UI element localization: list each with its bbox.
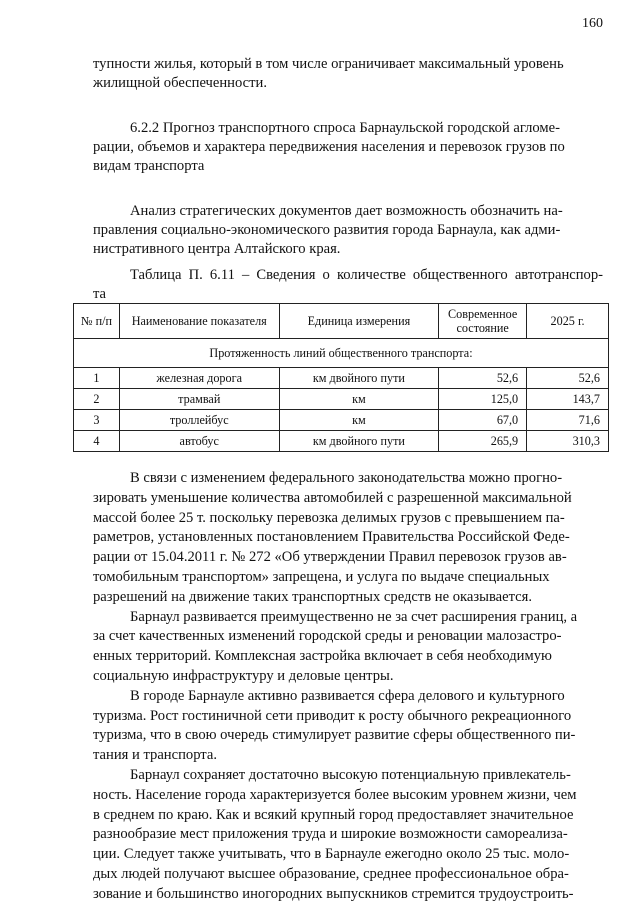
text-line: разрешений на движение таких транспортных средств не оказывается. (93, 588, 533, 605)
text-line: массой более 25 т. поскольку перевозка делимых грузов с превышением па- (93, 509, 565, 526)
text-line: Барнаул развивается преимущественно не за счет расширения границ, а (130, 608, 578, 625)
transport-table (73, 303, 609, 452)
intro-paragraph (93, 55, 603, 93)
cell-name: трамвай (119, 389, 279, 410)
text-line: в среднем по краю. Как и всякий крупный город предоставляет значительное (93, 806, 574, 823)
text-line: тупности жилья, который в том числе ограничивает максимальный уровень (93, 56, 564, 72)
text-line: нистративного центра Алтайского края. (93, 241, 341, 258)
text-line: за счет качественных изменений городской среды и реновации малозастро- (93, 628, 562, 645)
text-line: томобильным транспортом» запрещена, и услуга по выдаче специальных (93, 568, 550, 585)
body-text (93, 469, 603, 905)
cell-unit: км двойного пути (279, 431, 439, 452)
cell-current: 125,0 (439, 389, 527, 410)
text-line: туризма. Рост гостиничной сети приводит к росту обычного рекреационного (93, 707, 572, 724)
table-header-row (74, 304, 609, 339)
cell-number: 4 (74, 431, 120, 452)
cell-name: железная дорога (119, 368, 279, 389)
text-line: В связи с изменением федерального законодательства можно прогно- (130, 470, 563, 486)
heading-line: 6.2.2 Прогноз транспортного спроса Барнаульской городской агломе- (130, 120, 560, 136)
header-cell: Единица измерения (279, 304, 439, 339)
page-number: 160 (582, 16, 603, 31)
text-line: ность. Население города характеризуется более высоким уровнем жизни, чем (93, 786, 577, 803)
table-row (74, 410, 609, 431)
header-cell: Наименование показателя (119, 304, 279, 339)
header-cell: № п/п (74, 304, 120, 339)
heading-line: рации, объемов и характера передвижения населения и перевозок грузов по (93, 139, 565, 156)
text-line: рации от 15.04.2011 г. № 272 «Об утверждении Правил перевозок грузов ав- (93, 549, 567, 566)
text-line: В городе Барнауле активно развивается сфера делового и культурного (130, 687, 565, 704)
heading-line: видам транспорта (93, 158, 205, 175)
cell-number: 1 (74, 368, 120, 389)
section-heading (93, 119, 603, 177)
text-line: енных территорий. Комплексная застройка включает в себя необходимую (93, 648, 552, 665)
cell-2025: 310,3 (527, 431, 609, 452)
cell-2025: 143,7 (527, 389, 609, 410)
cell-number: 3 (74, 410, 120, 431)
cell-current: 67,0 (439, 410, 527, 431)
text-line: дых людей получают высшее образование, среднее профессиональное обра- (93, 865, 569, 882)
table-row (74, 431, 609, 452)
table-row (74, 368, 609, 389)
analysis-paragraph (93, 202, 603, 260)
text-line: тания и транспорта. (93, 747, 217, 764)
text-line: правления социально-экономического развития города Барнаула, как адми- (93, 222, 561, 239)
table-caption-line: та (93, 286, 107, 302)
text-line: зование и большинство иногородних выпускников стремится трудоустроить- (93, 885, 574, 902)
table-caption (93, 266, 603, 304)
header-cell: 2025 г. (527, 304, 609, 339)
cell-2025: 71,6 (527, 410, 609, 431)
text-line: ции. Следует также учитывать, что в Барнауле ежегодно около 25 тыс. моло- (93, 846, 570, 863)
cell-unit: км (279, 389, 439, 410)
cell-2025: 52,6 (527, 368, 609, 389)
table-row (74, 389, 609, 410)
text-line: раметров, установленных постановлением Правительства Российской Феде- (93, 529, 570, 546)
text-line: социальную инфраструктуру и деловые центры. (93, 667, 394, 684)
text-line: Анализ стратегических документов дает возможность обозначить на- (130, 203, 563, 219)
section-cell: Протяженность линий общественного транспорта: (74, 339, 609, 368)
text-line: зировать уменьшение количества автомобилей с разрешенной максимальной (93, 489, 572, 506)
cell-current: 265,9 (439, 431, 527, 452)
cell-unit: км двойного пути (279, 368, 439, 389)
text-line: туризма, что в свою очередь стимулирует развитие сферы общественного пи- (93, 727, 576, 744)
text-line: жилищной обеспеченности. (93, 75, 267, 92)
table-caption-line: Таблица П. 6.11 – Сведения о количестве общественного автотранспор- (130, 267, 603, 283)
header-cell: Современное состояние (439, 304, 527, 339)
table-section-row (74, 339, 609, 368)
cell-number: 2 (74, 389, 120, 410)
cell-unit: км (279, 410, 439, 431)
text-line: разнообразие мест приложения труда и широкие возможности самореализа- (93, 826, 568, 843)
text-line: Барнаул сохраняет достаточно высокую потенциальную привлекатель- (130, 766, 571, 783)
cell-name: троллейбус (119, 410, 279, 431)
cell-current: 52,6 (439, 368, 527, 389)
cell-name: автобус (119, 431, 279, 452)
